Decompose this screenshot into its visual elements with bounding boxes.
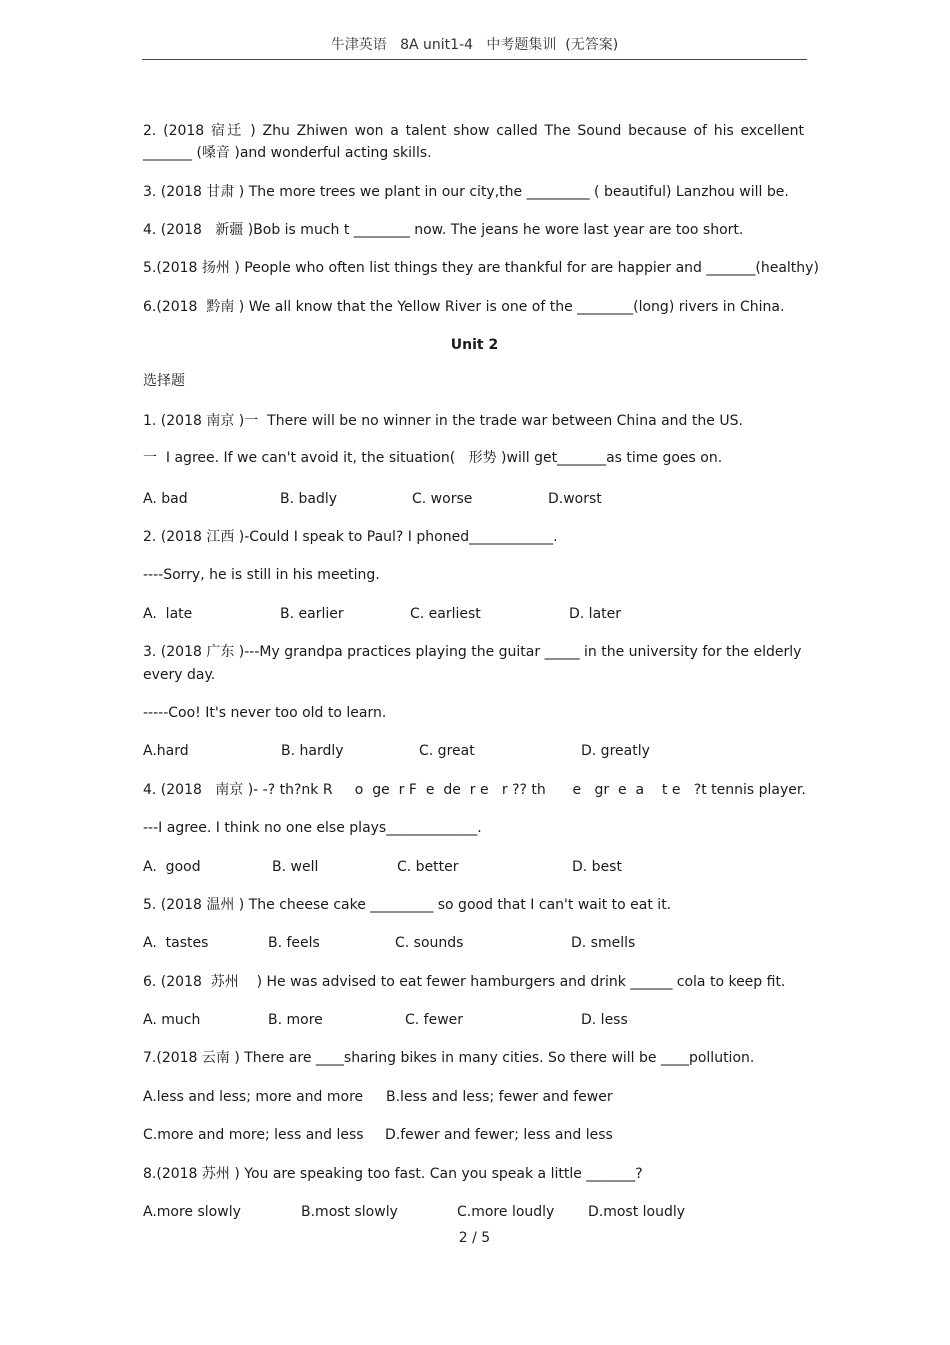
mc-3-option-c: C. great [419,743,475,759]
mc-question-3-cont: every day. [143,667,216,683]
mc-question-8: 8.(2018 苏州 ) You are speaking too fast. Can you speak a little _______? [143,1166,643,1182]
mc-question-1-reply: 一 I agree. If we can't avoid it, the situation( 形势 )will get_______as time goes on. [143,450,723,466]
mc-7-option-b: B.less and less; fewer and fewer [386,1089,613,1105]
mc-2-option-b: B. earlier [280,606,344,622]
mc-1-option-d: D.worst [548,491,602,507]
mc-5-option-b: B. feels [268,935,320,951]
mc-6-option-a: A. much [143,1012,201,1028]
section-label: 选择题 [143,373,185,389]
mc-6-option-b: B. more [268,1012,323,1028]
mc-8-option-d: D.most loudly [588,1204,686,1220]
mc-1-option-a: A. bad [143,491,188,507]
fill-item-2-line1: 2. (2018 宿迁 ) Zhu Zhiwen won a talent show called The Sound because of his excellent [143,123,804,139]
fill-item-5: 5.(2018 扬州 ) People who often list things they are thankful for are happier and _______(healthy) [143,260,819,276]
mc-question-2: 2. (2018 江西 )-Could I speak to Paul? I phoned____________. [143,529,558,545]
mc-2-option-a: A. late [143,606,193,622]
mc-1-option-c: C. worse [412,491,473,507]
mc-2-option-d: D. later [569,606,622,622]
running-header: 牛津英语 8A unit1-4 中考题集训 (无答案) [330,37,619,53]
header-rule [142,59,807,60]
unit-title: Unit 2 [450,337,499,353]
mc-6-option-c: C. fewer [405,1012,464,1028]
mc-4-option-c: C. better [397,859,459,875]
mc-question-3-reply: -----Coo! It's never too old to learn. [143,705,387,721]
mc-5-option-a: A. tastes [143,935,209,951]
mc-4-option-a: A. good [143,859,201,875]
fill-item-6: 6.(2018 黔南 ) We all know that the Yellow River is one of the ________(long) rivers in China. [143,299,785,315]
mc-7-option-c: C.more and more; less and less [143,1127,364,1143]
mc-3-option-a: A.hard [143,743,189,759]
fill-item-2-line2: _______ (嗓音 )and wonderful acting skills. [143,145,432,161]
mc-3-option-b: B. hardly [281,743,344,759]
mc-5-option-c: C. sounds [395,935,464,951]
mc-8-option-a: A.more slowly [143,1204,241,1220]
mc-question-1: 1. (2018 南京 )一 There will be no winner in the trade war between China and the US. [143,413,743,429]
mc-question-6: 6. (2018 苏州 ) He was advised to eat fewer hamburgers and drink ______ cola to keep fit. [143,974,786,990]
mc-7-option-a: A.less and less; more and more [143,1089,364,1105]
mc-5-option-d: D. smells [571,935,636,951]
fill-item-3: 3. (2018 甘肃 ) The more trees we plant in our city,the _________ ( beautiful) Lanzhou will be. [143,184,789,200]
mc-question-4-reply: ---I agree. I think no one else plays_____________. [143,820,482,836]
mc-2-option-c: C. earliest [410,606,481,622]
mc-question-7: 7.(2018 云南 ) There are ____sharing bikes in many cities. So there will be ____pollution. [143,1050,755,1066]
fill-item-4: 4. (2018 新疆 )Bob is much t ________ now. The jeans he wore last year are too short. [143,222,744,238]
mc-4-option-d: D. best [572,859,622,875]
mc-3-option-d: D. greatly [581,743,650,759]
mc-4-option-b: B. well [272,859,319,875]
mc-question-2-reply: ----Sorry, he is still in his meeting. [143,567,380,583]
mc-8-option-b: B.most slowly [301,1204,398,1220]
mc-question-3: 3. (2018 广东 )---My grandpa practices playing the guitar _____ in the university for the elderly [143,644,802,660]
mc-8-option-c: C.more loudly [457,1204,555,1220]
mc-question-4: 4. (2018 南京 )- -? th?nk R o ge r F e de r e r ?? th e gr e a t e ?t tennis player. [143,782,806,798]
mc-1-option-b: B. badly [280,491,338,507]
mc-6-option-d: D. less [581,1012,628,1028]
mc-7-option-d: D.fewer and fewer; less and less [385,1127,613,1143]
mc-question-5: 5. (2018 温州 ) The cheese cake _________ so good that I can't wait to eat it. [143,897,672,913]
page-number: 2 / 5 [458,1230,491,1246]
